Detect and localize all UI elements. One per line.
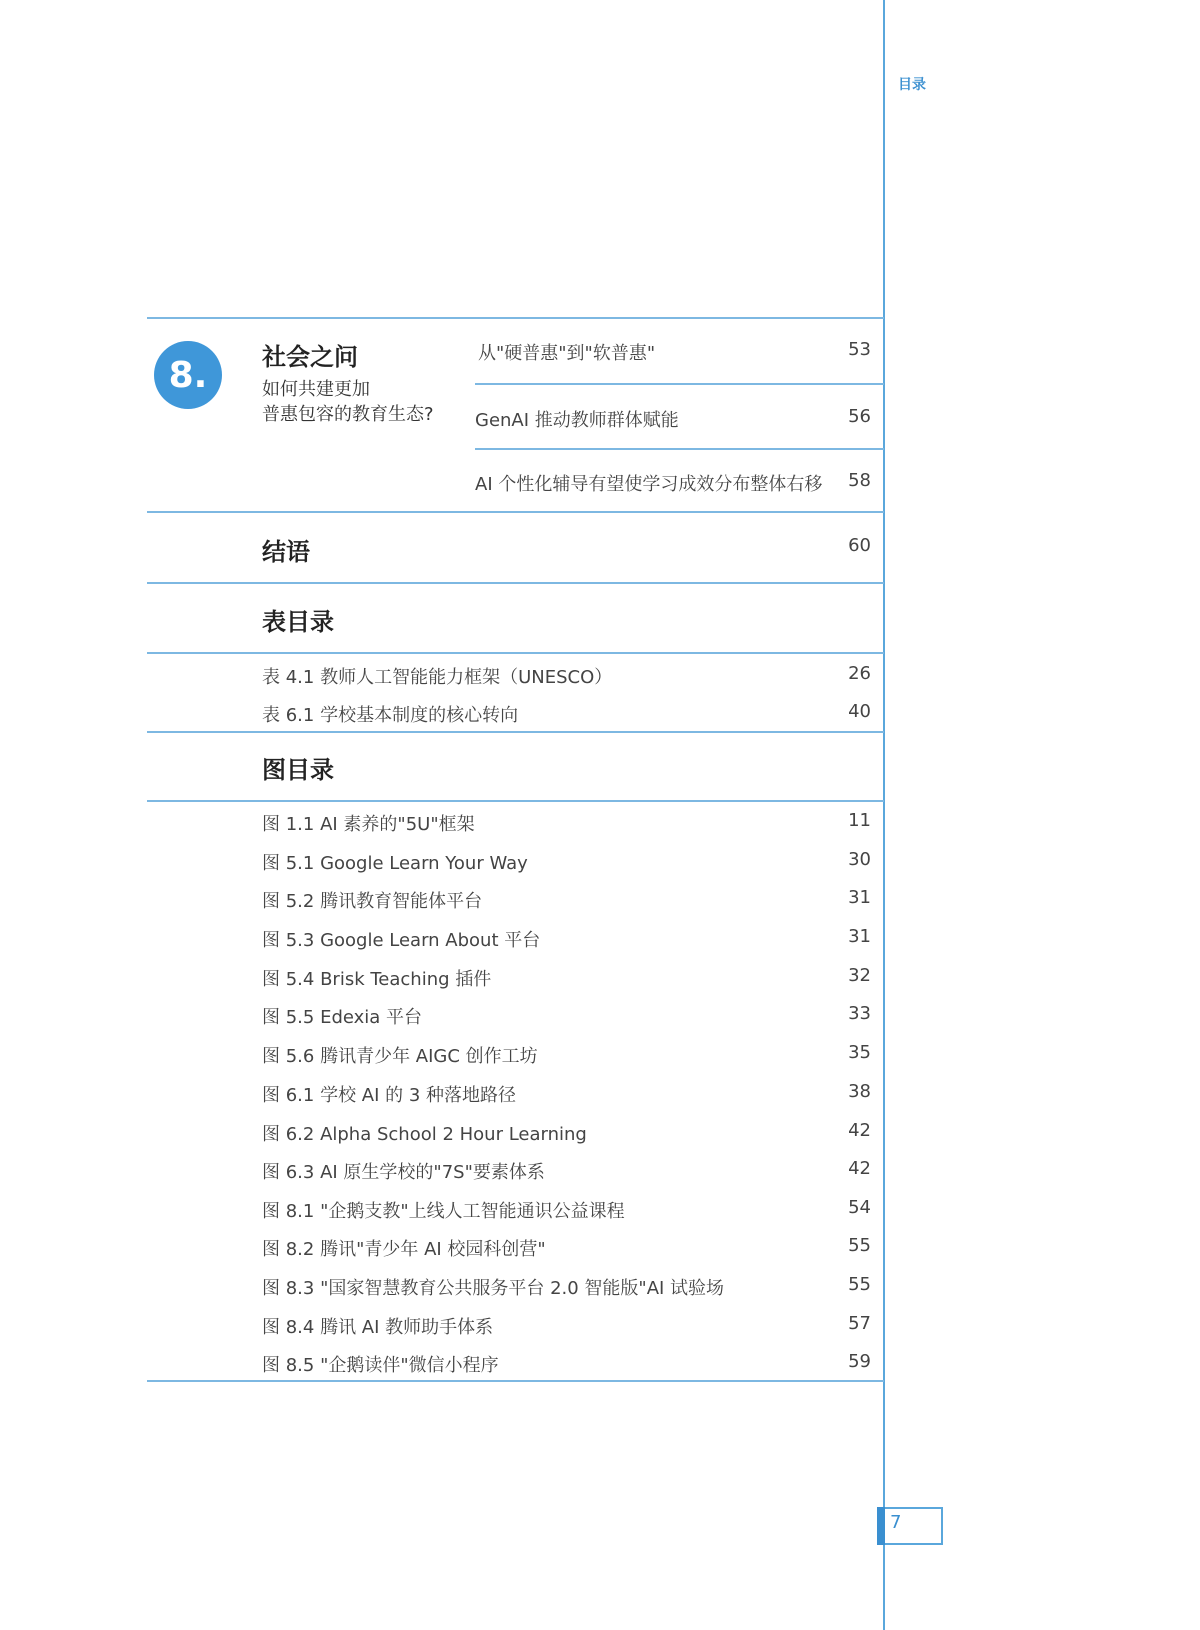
page-number-accent: [877, 1507, 885, 1545]
figure-entry-page: 59: [848, 1351, 871, 1372]
rule-ch8-item2: [475, 448, 884, 450]
page-number-box: [877, 1507, 943, 1545]
figure-entry-page: 42: [848, 1120, 871, 1141]
figure-entry-label[interactable]: 图 5.2 腾讯教育智能体平台: [262, 891, 483, 912]
chapter-title: 社会之问: [262, 343, 358, 371]
figure-entry-page: 42: [848, 1158, 871, 1179]
figure-entry-label[interactable]: 图 5.1 Google Learn Your Way: [262, 853, 528, 874]
figure-entry-label[interactable]: 图 5.4 Brisk Teaching 插件: [262, 969, 492, 990]
toc-entry-title[interactable]: 从"硬普惠"到"软普惠": [478, 343, 656, 364]
rule-bottom: [147, 1380, 884, 1382]
page-number: 7: [890, 1512, 902, 1533]
figure-entry-label[interactable]: 图 8.5 "企鹅读伴"微信小程序: [262, 1355, 499, 1376]
figure-entry-page: 55: [848, 1235, 871, 1256]
rule-after-ch8: [147, 511, 884, 513]
conclusion-page: 60: [848, 535, 871, 556]
figure-entry-page: 32: [848, 965, 871, 986]
figure-entry-page: 31: [848, 926, 871, 947]
toc-entry-page: 58: [848, 470, 871, 491]
toc-entry-page: 56: [848, 406, 871, 427]
table-entry-label[interactable]: 表 6.1 学校基本制度的核心转向: [262, 705, 519, 726]
rule-after-conclusion: [147, 582, 884, 584]
figure-entry-label[interactable]: 图 1.1 AI 素养的"5U"框架: [262, 814, 475, 835]
figure-entry-label[interactable]: 图 6.2 Alpha School 2 Hour Learning: [262, 1124, 587, 1145]
figure-entry-page: 11: [848, 810, 871, 831]
chapter-subtitle-line1: 如何共建更加: [262, 379, 370, 400]
conclusion-heading[interactable]: 结语: [262, 538, 310, 566]
figure-entry-label[interactable]: 图 8.2 腾讯"青少年 AI 校园科创营": [262, 1239, 546, 1260]
chapter-number-badge: 8.: [154, 341, 222, 409]
figure-entry-page: 35: [848, 1042, 871, 1063]
figure-entry-label[interactable]: 图 8.4 腾讯 AI 教师助手体系: [262, 1317, 494, 1338]
figure-entry-page: 31: [848, 887, 871, 908]
table-entry-page: 40: [848, 701, 871, 722]
sidebar-label: 目录: [898, 77, 926, 93]
tables-heading: 表目录: [262, 608, 334, 636]
toc-entry-title[interactable]: GenAI 推动教师群体赋能: [475, 410, 679, 431]
rule-ch8-item1: [475, 383, 884, 385]
figure-entry-label[interactable]: 图 8.1 "企鹅支教"上线人工智能通识公益课程: [262, 1201, 625, 1222]
figures-heading: 图目录: [262, 756, 334, 784]
table-entry-page: 26: [848, 663, 871, 684]
figure-entry-label[interactable]: 图 8.3 "国家智慧教育公共服务平台 2.0 智能版"AI 试验场: [262, 1278, 725, 1299]
toc-entry-page: 53: [848, 339, 871, 360]
toc-entry-title[interactable]: AI 个性化辅导有望使学习成效分布整体右移: [475, 474, 823, 495]
rule-after-figures-heading: [147, 800, 884, 802]
figure-entry-page: 33: [848, 1003, 871, 1024]
figure-entry-label[interactable]: 图 5.5 Edexia 平台: [262, 1007, 423, 1028]
figure-entry-page: 38: [848, 1081, 871, 1102]
figure-entry-page: 54: [848, 1197, 871, 1218]
table-entry-label[interactable]: 表 4.1 教师人工智能能力框架（UNESCO）: [262, 667, 613, 688]
figure-entry-label[interactable]: 图 5.3 Google Learn About 平台: [262, 930, 541, 951]
figure-entry-label[interactable]: 图 6.1 学校 AI 的 3 种落地路径: [262, 1085, 517, 1106]
figure-entry-label[interactable]: 图 6.3 AI 原生学校的"7S"要素体系: [262, 1162, 545, 1183]
rule-top: [147, 317, 884, 319]
vertical-divider-line: [883, 0, 885, 1630]
chapter-subtitle-line2: 普惠包容的教育生态?: [262, 404, 434, 425]
figure-entry-page: 55: [848, 1274, 871, 1295]
figure-entry-page: 30: [848, 849, 871, 870]
figure-entry-label[interactable]: 图 5.6 腾讯青少年 AIGC 创作工坊: [262, 1046, 538, 1067]
rule-after-tables: [147, 731, 884, 733]
figure-entry-page: 57: [848, 1313, 871, 1334]
rule-after-tables-heading: [147, 652, 884, 654]
